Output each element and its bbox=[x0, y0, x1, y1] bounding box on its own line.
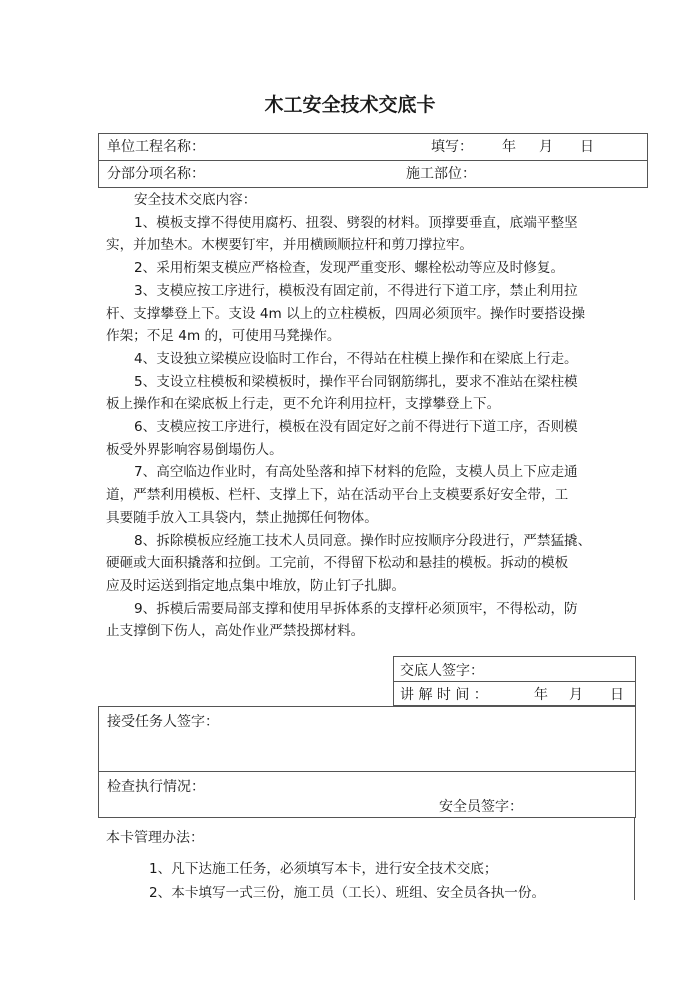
content-line: 实，并加垫木。木楔要钉牢，并用横顾顺拉杆和剪刀撑拉牢。 bbox=[106, 237, 474, 254]
content-line: 5、支设立柱模板和梁模板时，操作平台同钢筋绑扎，要求不准站在梁柱模 bbox=[134, 373, 578, 390]
content-line: 道，严禁利用模板、栏杆、支撑上下，站在活动平台上支模要系好安全带，工 bbox=[106, 487, 569, 504]
content-line: 2、采用桁架支模应严格检查，发现严重变形、螺栓松动等应及时修复。 bbox=[134, 260, 565, 277]
management-item: 1、凡下达施工任务，必须填写本卡，进行安全技术交底； bbox=[149, 861, 498, 877]
content-line: 板上操作和在梁底板上行走，更不允许利用拉杆，支撑攀登上下。 bbox=[106, 396, 501, 413]
content-line: 板受外界影响容易倒塌伤人。 bbox=[106, 441, 283, 458]
content-line: 7、高空临边作业时，有高处坠落和掉下材料的危险，支模人员上下应走通 bbox=[134, 464, 578, 481]
content-heading: 安全技术交底内容： bbox=[134, 192, 257, 208]
month-label: 月 bbox=[539, 139, 553, 155]
content-line: 9、拆模后需要局部支撑和使用早拆体系的支撑杆必须顶牢，不得松动，防 bbox=[134, 600, 578, 617]
time-label: 讲 解 时 间 ： bbox=[400, 687, 488, 703]
content-line: 1、模板支撑不得使用腐朽、扭裂、劈裂的材料。顶撑要垂直，底端平整坚 bbox=[134, 214, 578, 231]
management-list bbox=[149, 857, 545, 905]
content-line: 3、支模应按工序进行，模板没有固定前，不得进行下道工序，禁止利用拉 bbox=[134, 282, 578, 299]
safety-content bbox=[106, 189, 601, 643]
time-cell bbox=[393, 681, 636, 706]
day-label: 日 bbox=[580, 139, 594, 155]
receiver-cell bbox=[98, 706, 636, 772]
subproject-label: 分部分项名称： bbox=[107, 166, 205, 182]
content-line: 止支撑倒下伤人，高处作业严禁投掷材料。 bbox=[106, 623, 365, 640]
receiver-label: 接受任务人签字： bbox=[107, 714, 219, 730]
border-line bbox=[634, 818, 635, 900]
safety-officer-label: 安全员签字： bbox=[439, 799, 523, 815]
discloser-signature-cell bbox=[393, 656, 636, 682]
time-month: 月 bbox=[569, 687, 583, 703]
content-line: 应及时运送到指定地点集中堆放，防止钉子扎脚。 bbox=[106, 577, 406, 594]
project-name-label: 单位工程名称： bbox=[107, 139, 205, 155]
header-table bbox=[98, 133, 648, 188]
page-title: 木工安全技术交底卡 bbox=[264, 94, 436, 116]
content-line: 8、拆除模板应经施工技术人员同意。操作时应按顺序分段进行，严禁猛撬、 bbox=[134, 532, 592, 549]
content-line: 硬砸或大面积撬落和拉倒。工完前，不得留下松动和悬挂的模板。拆动的模板 bbox=[106, 555, 569, 572]
management-heading: 本卡管理办法： bbox=[106, 830, 204, 846]
time-year: 年 bbox=[534, 687, 548, 703]
content-line: 具要随手放入工具袋内，禁止抛掷任何物体。 bbox=[106, 509, 378, 526]
management-item: 2、本卡填写一式三份，施工员（工长）、班组、安全员各执一份。 bbox=[149, 885, 546, 901]
inspection-cell bbox=[98, 771, 636, 818]
content-line: 4、支设独立梁模应设临时工作台，不得站在柱模上操作和在梁底上行走。 bbox=[134, 350, 578, 367]
time-day: 日 bbox=[610, 687, 624, 703]
location-label: 施工部位： bbox=[406, 166, 476, 182]
content-line: 6、支模应按工序进行，模板在没有固定好之前不得进行下道工序，否则模 bbox=[134, 419, 578, 436]
fill-label: 填写： bbox=[431, 139, 473, 155]
content-line: 杆、支撑攀登上下。支设 4m 以上的立柱模板，四周必须顶牢。操作时要搭设操 bbox=[106, 305, 586, 322]
discloser-label: 交底人签字： bbox=[400, 663, 484, 679]
inspection-label: 检查执行情况： bbox=[107, 779, 205, 795]
content-line: 作架；不足 4m 的，可使用马凳操作。 bbox=[106, 328, 341, 345]
year-label: 年 bbox=[502, 139, 516, 155]
